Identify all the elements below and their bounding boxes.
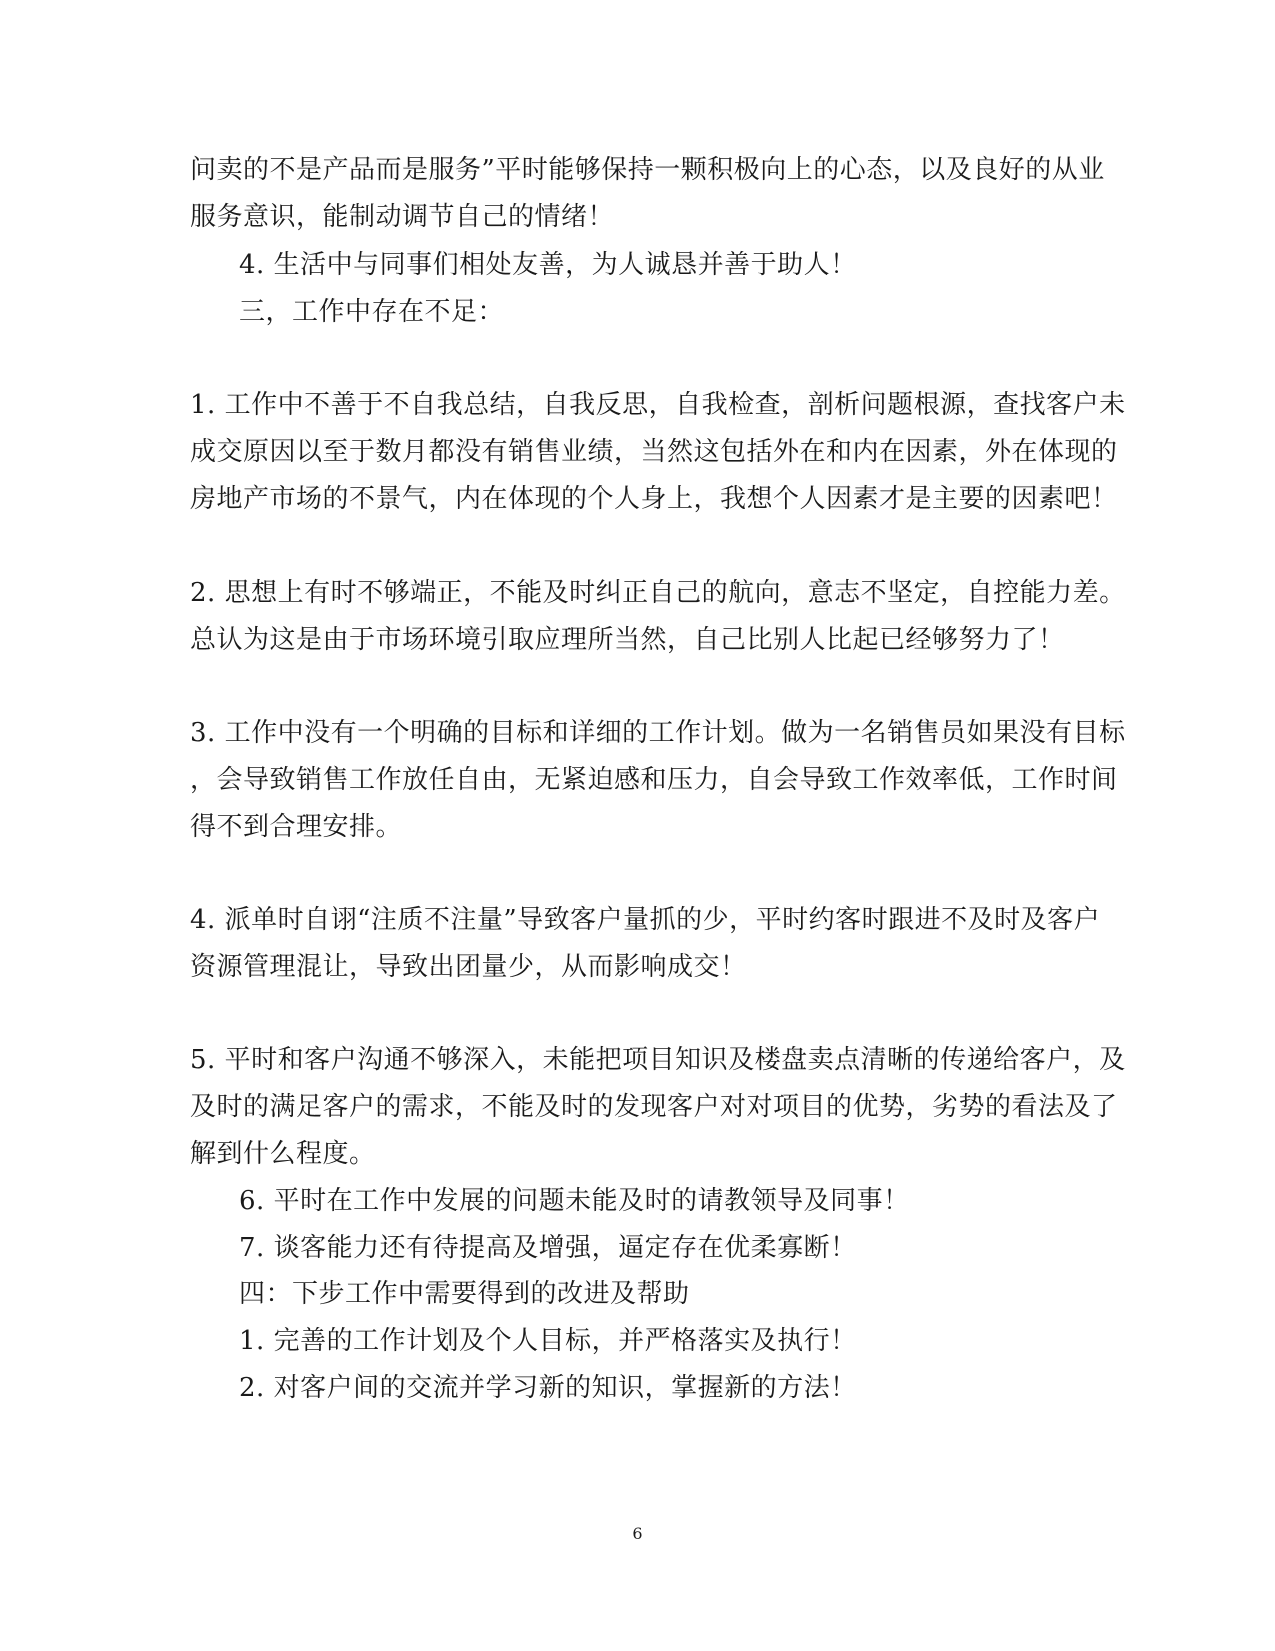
shortcoming-5-line-3: 解到什么程度。	[190, 1139, 376, 1169]
shortcoming-2-line-1: 2. 思想上有时不够端正，不能及时纠正自己的航向，意志不坚定，自控能力差。	[190, 578, 1126, 608]
text-line-1: 问卖的不是产品而是服务”平时能够保持一颗积极向上的心态，以及良好的从业	[190, 155, 1105, 185]
shortcoming-1-line-2: 成交原因以至于数月都没有销售业绩，当然这包括外在和内在因素，外在体现的	[190, 437, 1118, 467]
shortcoming-4-line-1: 4. 派单时自诩“注质不注量”导致客户量抓的少，平时约客时跟进不及时及客户	[190, 905, 1101, 935]
shortcoming-1-line-1: 1. 工作中不善于不自我总结，自我反思，自我检查，剖析问题根源，查找客户未	[190, 390, 1126, 420]
shortcoming-4-line-2: 资源管理混让，导致出团量少，从而影响成交！	[190, 952, 747, 982]
shortcoming-1-line-3: 房地产市场的不景气，内在体现的个人身上，我想个人因素才是主要的因素吧！	[190, 484, 1118, 514]
improvement-2: 2. 对客户间的交流并学习新的知识，掌握新的方法！	[239, 1373, 857, 1403]
section-heading-4-improvements: 四：下步工作中需要得到的改进及帮助	[239, 1279, 690, 1309]
shortcoming-5-line-1: 5. 平时和客户沟通不够深入，未能把项目知识及楼盘卖点清晰的传递给客户，及	[190, 1045, 1126, 1075]
shortcoming-3-line-1: 3. 工作中没有一个明确的目标和详细的工作计划。做为一名销售员如果没有目标	[190, 718, 1126, 748]
shortcoming-2-line-2: 总认为这是由于市场环境引取应理所当然，自己比别人比起已经够努力了！	[190, 625, 1065, 655]
shortcoming-6: 6. 平时在工作中发展的问题未能及时的请教领导及同事！	[239, 1186, 910, 1216]
shortcoming-7: 7. 谈客能力还有待提高及增强，逼定存在优柔寡断！	[239, 1233, 857, 1263]
shortcoming-3-line-2: ，会导致销售工作放任自由，无紧迫感和压力，自会导致工作效率低，工作时间	[190, 765, 1118, 795]
section-heading-3-shortcomings: 三，工作中存在不足：	[239, 297, 505, 327]
text-line-2: 服务意识，能制动调节自己的情绪！	[190, 202, 615, 232]
improvement-1: 1. 完善的工作计划及个人目标，并严格落实及执行！	[239, 1326, 857, 1356]
list-item-4-colleagues: 4. 生活中与同事们相处友善，为人诚恳并善于助人！	[239, 250, 857, 280]
shortcoming-3-line-3: 得不到合理安排。	[190, 812, 403, 842]
shortcoming-5-line-2: 及时的满足客户的需求，不能及时的发现客户对对项目的优势，劣势的看法及了	[190, 1092, 1118, 1122]
page-number: 6	[632, 1524, 643, 1543]
